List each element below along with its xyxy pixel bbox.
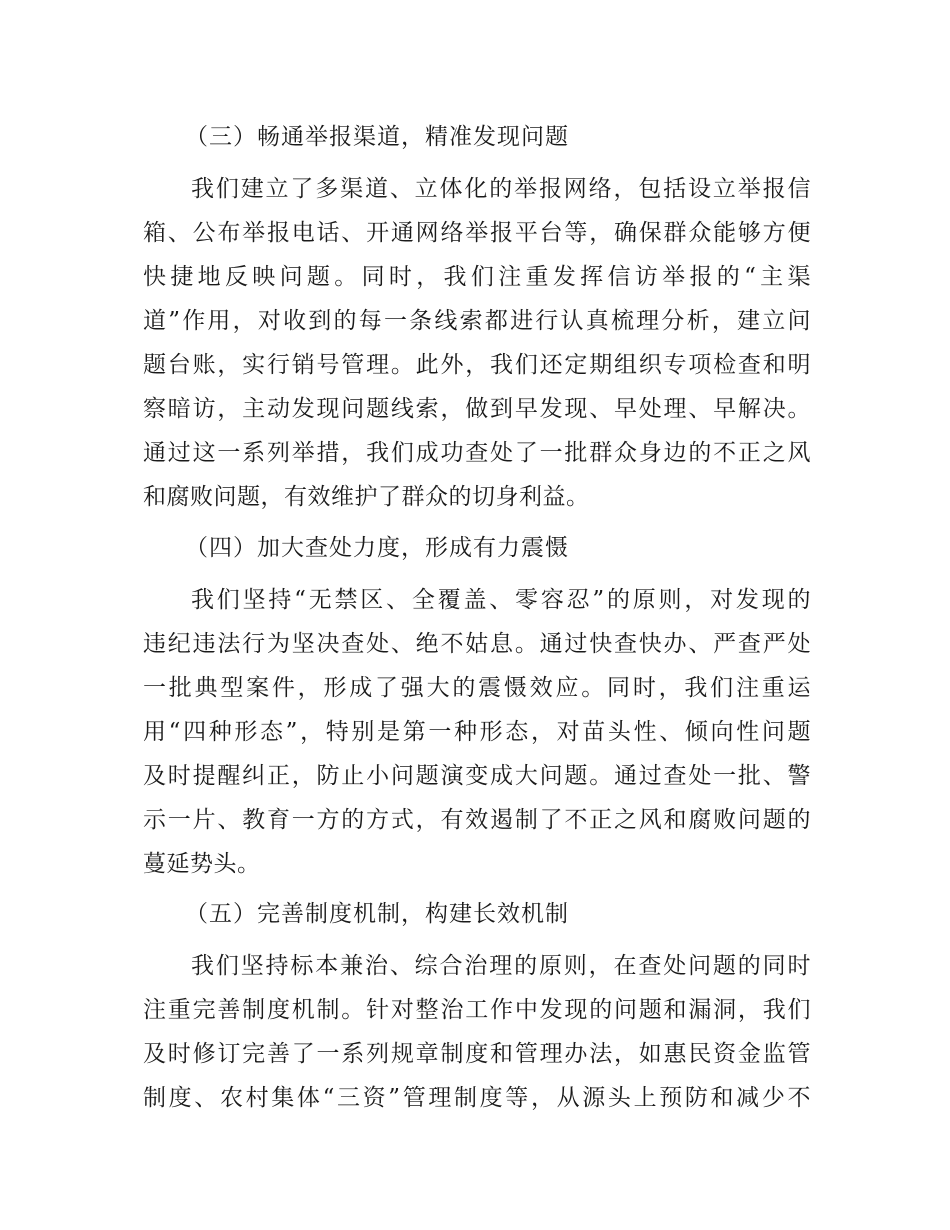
paragraph-line: 察暗访，主动发现问题线索，做到早发现、早处理、早解决。 — [143, 396, 811, 422]
heading-text: （四）加大查处力度，形成有力震慑 — [185, 535, 569, 561]
heading-text: （三）畅通举报渠道，精准发现问题 — [185, 124, 569, 150]
paragraph-line: 用“四种形态”，特别是第一种形态，对苗头性、倾向性问题 — [143, 719, 811, 745]
paragraph-line: 通过这一系列举措，我们成功查处了一批群众身边的不正之风 — [143, 440, 811, 466]
paragraph-line: 我们坚持标本兼治、综合治理的原则，在查处问题的同时 — [191, 953, 811, 979]
paragraph-line: 注重完善制度机制。针对整治工作中发现的问题和漏洞，我们 — [143, 997, 811, 1023]
paragraph-line: 道”作用，对收到的每一条线索都进行认真梳理分析，建立问 — [143, 308, 811, 334]
paragraph-line: 我们建立了多渠道、立体化的举报网络，包括设立举报信 — [191, 176, 811, 202]
paragraph-line: 快捷地反映问题。同时，我们注重发挥信访举报的“主渠 — [143, 264, 811, 290]
heading-text: （五）完善制度机制，构建长效机制 — [185, 901, 569, 927]
paragraph-line: 示一片、教育一方的方式，有效遏制了不正之风和腐败问题的 — [143, 807, 811, 833]
paragraph-line: 及时提醒纠正，防止小问题演变成大问题。通过查处一批、警 — [143, 763, 811, 789]
paragraph-line: 和腐败问题，有效维护了群众的切身利益。 — [143, 484, 590, 510]
section-heading-5 — [143, 896, 811, 932]
section-body-3 — [143, 171, 811, 515]
paragraph-line: 题台账，实行销号管理。此外，我们还定期组织专项检查和明 — [143, 352, 811, 378]
paragraph-line: 箱、公布举报电话、开通网络举报平台等，确保群众能够方便 — [143, 220, 811, 246]
paragraph-line: 违纪违法行为坚决查处、绝不姑息。通过快查快办、严查严处 — [143, 631, 811, 657]
paragraph-line: 我们坚持“无禁区、全覆盖、零容忍”的原则，对发现的 — [191, 587, 811, 613]
paragraph-line: 制度、农村集体“三资”管理制度等，从源头上预防和减少不 — [143, 1085, 811, 1111]
section-body-4 — [143, 582, 811, 882]
section-heading-3 — [143, 119, 811, 155]
section-body-5 — [143, 948, 811, 1116]
paragraph-line: 蔓延势头。 — [143, 851, 261, 877]
paragraph-line: 一批典型案件，形成了强大的震慑效应。同时，我们注重运 — [143, 675, 811, 701]
paragraph-line: 及时修订完善了一系列规章制度和管理办法，如惠民资金监管 — [143, 1041, 811, 1067]
section-heading-4 — [143, 530, 811, 566]
